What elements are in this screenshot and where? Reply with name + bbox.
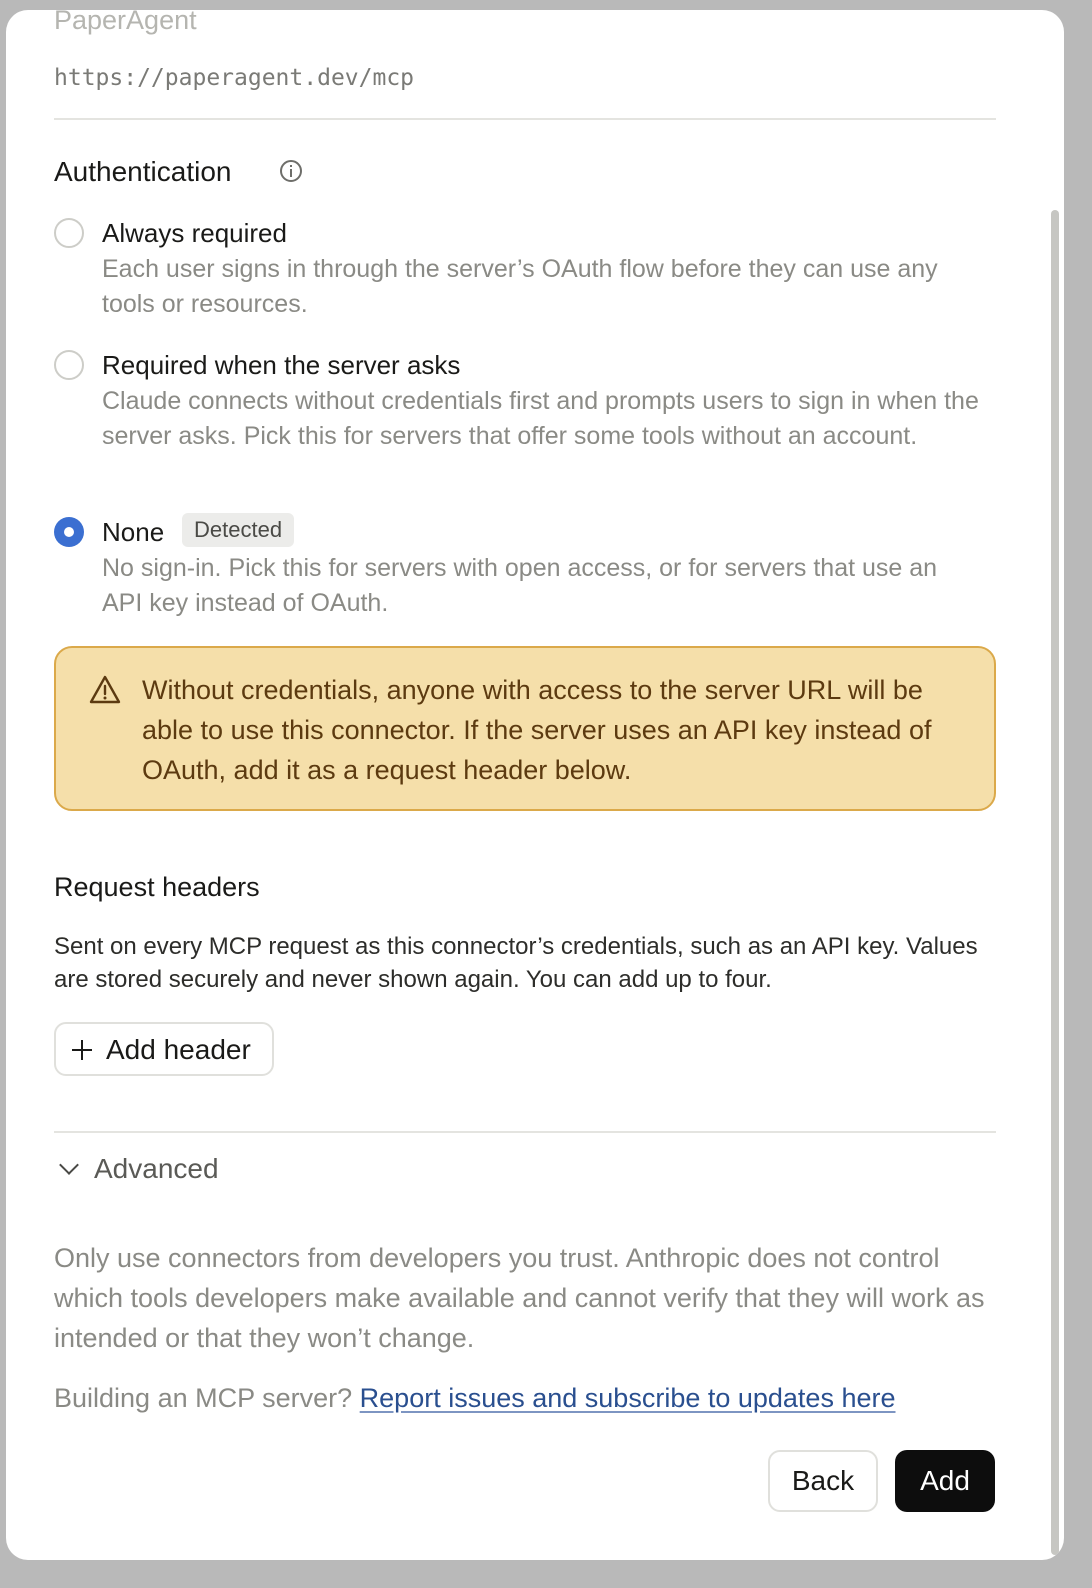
auth-option-description: No sign-in. Pick this for servers with open access, or for servers that use an API key instead of OAuth. (102, 554, 938, 617)
auth-option-label: Required when the server asks (102, 350, 461, 380)
warning-text: Without credentials, anyone with access to the server URL will be able to use this connector. If the server uses an API key instead of OAuth, add it as a request header below. (142, 675, 932, 785)
plus-icon (72, 1040, 92, 1060)
radio-always-required[interactable] (54, 218, 84, 248)
request-headers-title: Request headers (54, 872, 260, 902)
radio-none[interactable] (54, 517, 84, 547)
add-button[interactable]: Add (895, 1450, 995, 1512)
request-headers-description: Sent on every MCP request as this connector’s credentials, such as an API key. Values are stored securely and never shown again. You can add up to four. (54, 933, 978, 993)
auth-option-always-required[interactable] (54, 216, 996, 326)
add-header-label: Add header (106, 1034, 251, 1065)
server-url: https://paperagent.dev/mcp (54, 65, 415, 91)
divider (54, 1131, 996, 1133)
back-button[interactable]: Back (768, 1450, 878, 1512)
auth-option-label: Always required (102, 218, 287, 248)
divider (54, 118, 996, 120)
warning-icon (88, 674, 122, 706)
warning-callout (54, 646, 996, 811)
auth-option-label: None (102, 517, 165, 547)
advanced-toggle[interactable] (54, 1150, 354, 1190)
detected-badge: Detected (182, 513, 294, 547)
auth-option-required-when-asked[interactable] (54, 348, 996, 493)
server-name: PaperAgent (54, 10, 197, 35)
scrollbar[interactable] (1048, 10, 1062, 1560)
auth-option-description: Claude connects without credentials first and prompts users to sign in when the server asks. Pick this for servers that offer some tools without an account. (102, 387, 979, 450)
advanced-label: Advanced (94, 1153, 219, 1184)
authentication-title: Authentication (54, 156, 232, 187)
building-mcp-line (54, 1380, 996, 1416)
radio-required-when-asked[interactable] (54, 350, 84, 380)
auth-option-description: Each user signs in through the server’s OAuth flow before they can use any tools or resources. (102, 255, 938, 318)
auth-option-none[interactable] (54, 515, 996, 625)
trust-notice: Only use connectors from developers you trust. Anthropic does not control which tools developers make available and cannot verify that they will work as intended or that they won’t change. (54, 1243, 985, 1353)
building-prompt: Building an MCP server? (54, 1383, 353, 1413)
scrollbar-thumb[interactable] (1051, 210, 1059, 1555)
add-connector-dialog (6, 10, 1064, 1560)
add-header-button[interactable] (54, 1022, 274, 1076)
info-icon[interactable] (280, 160, 302, 182)
report-issues-link[interactable]: Report issues and subscribe to updates here (359, 1383, 896, 1413)
chevron-down-icon (59, 1155, 79, 1175)
